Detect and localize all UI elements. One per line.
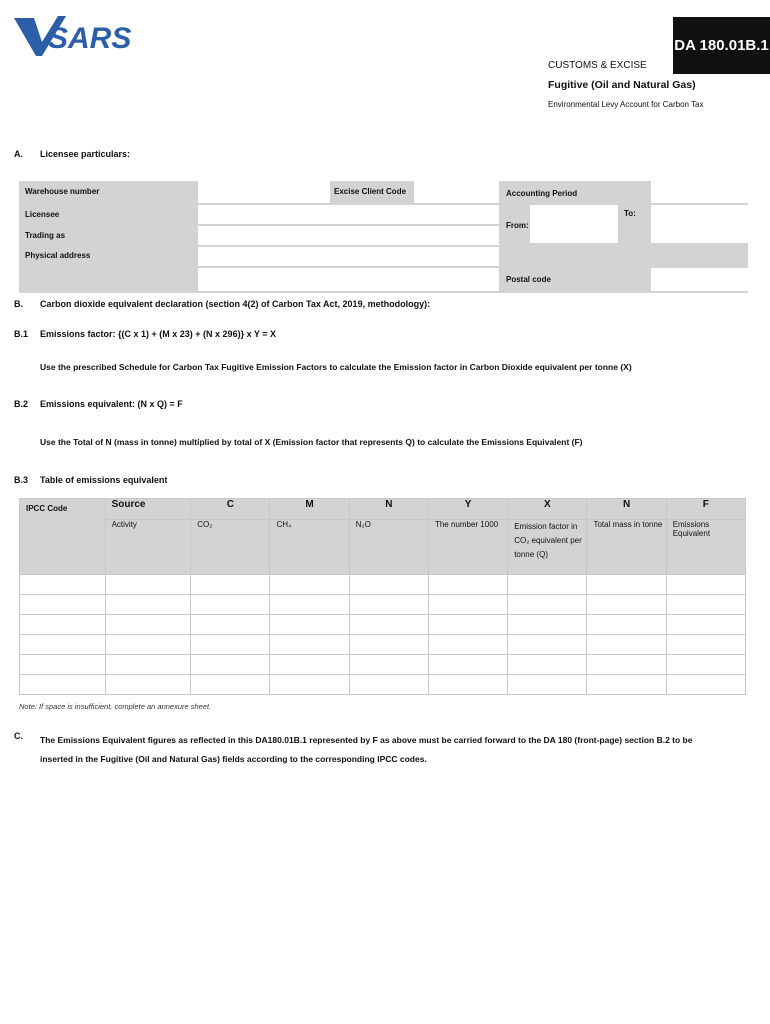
header-x: X: [508, 499, 587, 520]
table-cell[interactable]: [20, 595, 106, 615]
b1-note: Use the prescribed Schedule for Carbon Tax Fugitive Emission Factors to calculate the Emission factor in Carbon Dioxide equivalent per tonne (X): [40, 362, 632, 372]
header-source: Source: [105, 499, 191, 520]
table-cell[interactable]: [666, 575, 745, 595]
table-cell[interactable]: [666, 655, 745, 675]
table-cell[interactable]: [666, 615, 745, 635]
table-cell[interactable]: [270, 575, 349, 595]
subheader-total-mass: Total mass in tonne: [587, 520, 666, 575]
form-title: Fugitive (Oil and Natural Gas): [548, 79, 696, 91]
header-n: N: [349, 499, 428, 520]
table-cell[interactable]: [349, 675, 428, 695]
from-label: From:: [506, 221, 529, 230]
section-c-letter: C.: [14, 731, 23, 741]
table-cell[interactable]: [349, 595, 428, 615]
table-cell[interactable]: [270, 615, 349, 635]
postal-code-label: Postal code: [506, 275, 551, 284]
table-cell[interactable]: [105, 675, 191, 695]
table-cell[interactable]: [666, 675, 745, 695]
b2-code: B.2: [14, 399, 29, 409]
b1-code: B.1: [14, 329, 29, 339]
table-cell[interactable]: [191, 675, 270, 695]
table-cell[interactable]: [508, 575, 587, 595]
table-cell[interactable]: [270, 655, 349, 675]
to-label: To:: [624, 209, 636, 218]
header-m: M: [270, 499, 349, 520]
table-cell[interactable]: [587, 575, 666, 595]
trading-as-field[interactable]: [198, 226, 499, 245]
subheader-emission-factor: Emission factor in CO₂ equivalent per tonne (Q): [508, 520, 587, 575]
header-f: F: [666, 499, 745, 520]
table-cell[interactable]: [428, 575, 507, 595]
trading-label: Trading as: [25, 231, 66, 240]
table-cell[interactable]: [508, 655, 587, 675]
table-cell[interactable]: [191, 635, 270, 655]
svg-text:SARS: SARS: [48, 22, 132, 55]
table-cell[interactable]: [349, 575, 428, 595]
table-row: [20, 655, 746, 675]
section-a-title: Licensee particulars:: [40, 149, 131, 159]
table-cell[interactable]: [349, 635, 428, 655]
excise-label: Excise Client Code: [334, 187, 407, 196]
accounting-period-label: Accounting Period: [506, 189, 578, 198]
subheader-activity: Activity: [105, 520, 191, 575]
table-cell[interactable]: [587, 595, 666, 615]
subheader-emissions-equivalent: Emissions Equivalent: [666, 520, 745, 575]
table-cell[interactable]: [270, 675, 349, 695]
table-cell[interactable]: [587, 615, 666, 635]
table-subheader-row: [20, 520, 746, 575]
b3-code: B.3: [14, 475, 29, 485]
table-cell[interactable]: [428, 635, 507, 655]
table-cell[interactable]: [270, 595, 349, 615]
section-a-letter: A.: [14, 149, 23, 159]
table-cell[interactable]: [587, 655, 666, 675]
b1-title: Emissions factor: {(C x 1) + (M x 23) + (N x 296)} x Y = X: [40, 329, 277, 339]
table-cell[interactable]: [508, 595, 587, 615]
b3-title: Table of emissions equivalent: [40, 475, 168, 485]
form-subtitle: Environmental Levy Account for Carbon Tax: [548, 100, 704, 109]
subheader-ch4: CH₄: [270, 520, 349, 575]
warehouse-label: Warehouse number: [25, 187, 100, 196]
table-cell[interactable]: [105, 655, 191, 675]
section-b-title: Carbon dioxide equivalent declaration (section 4(2) of Carbon Tax Act, 2019, methodology):: [40, 299, 431, 309]
table-cell[interactable]: [191, 575, 270, 595]
table-header-row: [20, 499, 746, 520]
header-n-mass: N: [587, 499, 666, 520]
table-cell[interactable]: [105, 575, 191, 595]
table-row: [20, 675, 746, 695]
table-cell[interactable]: [20, 575, 106, 595]
physical-address-field-1[interactable]: [198, 247, 499, 266]
table-cell[interactable]: [20, 635, 106, 655]
period-to-field[interactable]: [651, 205, 748, 243]
header-c: C: [191, 499, 270, 520]
table-cell[interactable]: [508, 615, 587, 635]
table-cell[interactable]: [428, 615, 507, 635]
table-cell[interactable]: [428, 675, 507, 695]
period-top-field[interactable]: [651, 181, 748, 203]
excise-client-code-field[interactable]: [414, 181, 499, 203]
table-cell[interactable]: [587, 635, 666, 655]
section-b-letter: B.: [14, 299, 23, 309]
warehouse-number-field[interactable]: [198, 181, 330, 203]
b2-note: Use the Total of N (mass in tonne) multiplied by total of X (Emission factor that represents Q) to calculate the Emissions Equivalent (F): [40, 437, 583, 447]
table-cell[interactable]: [191, 615, 270, 635]
table-cell[interactable]: [20, 655, 106, 675]
table-note: Note: If space is insufficient, complete an annexure sheet.: [19, 702, 212, 711]
table-cell[interactable]: [20, 675, 106, 695]
table-row: [20, 575, 746, 595]
table-cell[interactable]: [587, 675, 666, 695]
table-cell[interactable]: [349, 615, 428, 635]
table-row: [20, 615, 746, 635]
licensee-label: Licensee: [25, 210, 60, 219]
table-cell[interactable]: [666, 635, 745, 655]
table-cell[interactable]: [105, 635, 191, 655]
table-cell[interactable]: [20, 615, 106, 635]
subheader-n2o: N₂O: [349, 520, 428, 575]
table-cell[interactable]: [428, 655, 507, 675]
subheader-number-1000: The number 1000: [428, 520, 507, 575]
period-from-field[interactable]: [530, 205, 618, 243]
header-y: Y: [428, 499, 507, 520]
section-c-text: The Emissions Equivalent figures as reflected in this DA180.01B.1 represented by F as above must be carried forward to the DA 180 (front-page) section B.2 to be inserted in the Fugitive (Oil and Natural Gas) fields according to the corresponding IPCC codes.: [40, 735, 693, 764]
sars-logo: [12, 12, 132, 62]
table-cell[interactable]: [105, 595, 191, 615]
licensee-field[interactable]: [198, 205, 499, 224]
table-cell[interactable]: [105, 615, 191, 635]
emissions-table: [19, 498, 746, 695]
table-cell[interactable]: [191, 655, 270, 675]
table-cell[interactable]: [508, 635, 587, 655]
table-row: [20, 635, 746, 655]
table-cell[interactable]: [191, 595, 270, 615]
subheader-co2: CO₂: [191, 520, 270, 575]
header-ipcc-code: IPCC Code: [20, 499, 106, 575]
postal-code-field[interactable]: [651, 268, 748, 291]
table-cell[interactable]: [270, 635, 349, 655]
b2-title: Emissions equivalent: (N x Q) = F: [40, 399, 183, 409]
table-cell[interactable]: [508, 675, 587, 695]
physical-address-field-2[interactable]: [198, 268, 499, 291]
table-cell[interactable]: [666, 595, 745, 615]
department-label: CUSTOMS & EXCISE: [548, 60, 647, 71]
table-cell[interactable]: [349, 655, 428, 675]
physical-address-label: Physical address: [25, 251, 91, 260]
table-cell[interactable]: [428, 595, 507, 615]
form-code-badge: DA 180.01B.1: [673, 17, 770, 74]
table-row: [20, 595, 746, 615]
